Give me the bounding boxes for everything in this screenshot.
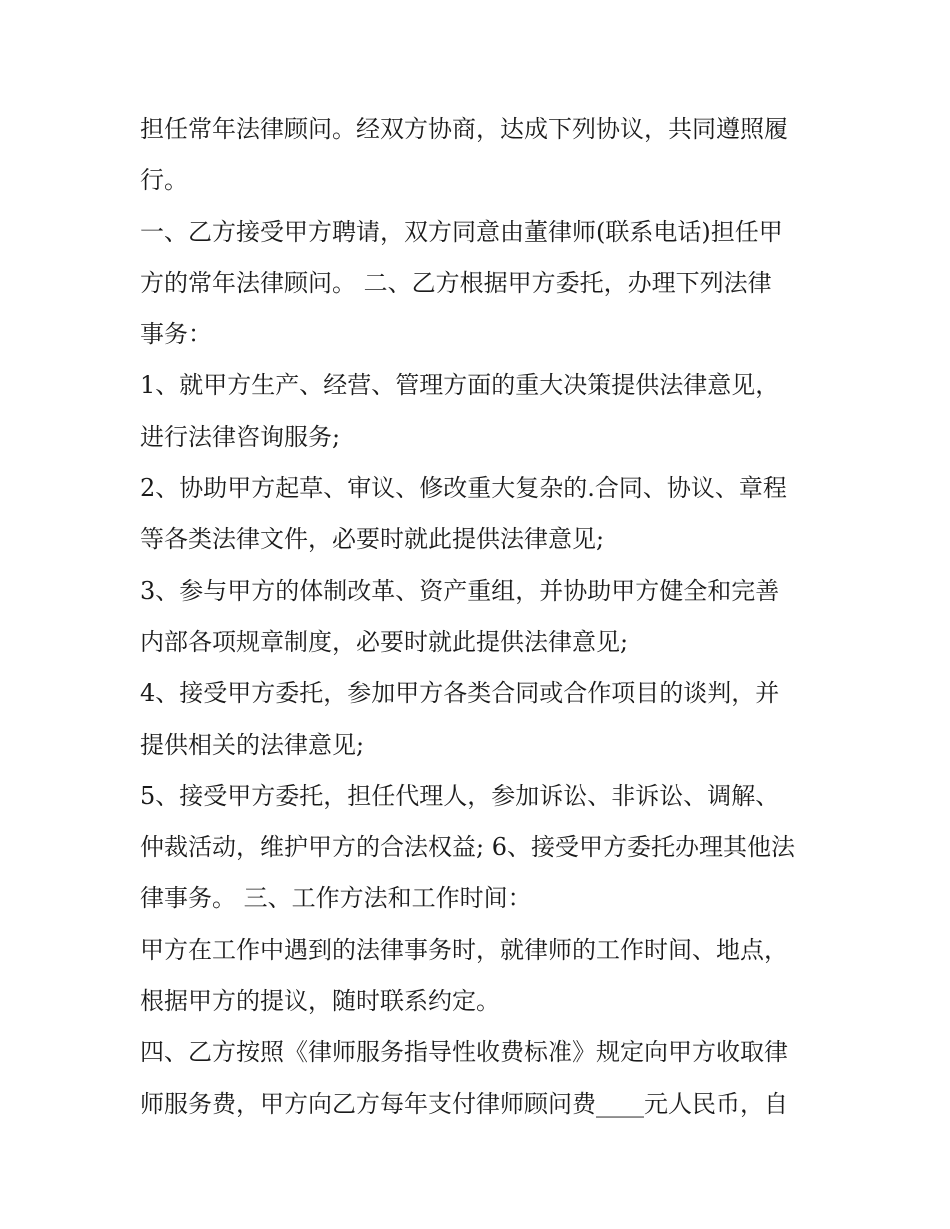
text-line: 4、接受甲方委托，参加甲方各类合同或合作项目的谈判，并 [140, 679, 780, 708]
text-line: 根据甲方的提议，随时联系约定。 [140, 987, 500, 1016]
text-line: 5、接受甲方委托，担任代理人，参加诉讼、非诉讼、调解、 [140, 781, 780, 810]
text-line: 方的常年法律顾问。 二、乙方根据甲方委托，办理下列法律 [140, 268, 772, 297]
text-line: 1、就甲方生产、经营、管理方面的重大决策提供法律意见， [140, 371, 780, 400]
text-line: 担任常年法律顾问。经双方协商，达成下列协议，共同遵照履 [140, 115, 788, 143]
text-line: 仲裁活动，维护甲方的合法权益; 6、接受甲方委托办理其他法 [140, 833, 795, 862]
text-line: 3、参与甲方的体制改革、资产重组，并协助甲方健全和完善 [140, 576, 780, 605]
text-line: 一、乙方接受甲方聘请，双方同意由董律师(联系电话)担任甲 [140, 217, 783, 246]
text-line: 甲方在工作中遇到的法律事务时，就律师的工作时间、地点， [140, 935, 788, 964]
text-line: 事务： [140, 320, 212, 349]
text-line: 师服务费，甲方向乙方每年支付律师顾问费____元人民币，自 [140, 1089, 788, 1118]
text-line: 四、乙方按照《律师服务指导性收费标准》规定向甲方收取律 [140, 1038, 788, 1067]
text-line: 进行法律咨询服务; [140, 422, 341, 451]
text-line: 等各类法律文件，必要时就此提供法律意见; [140, 525, 605, 554]
text-line: 2、协助甲方起草、审议、修改重大复杂的.合同、协议、章程 [140, 474, 787, 503]
contract-body-text [140, 104, 820, 1130]
text-line: 律事务。 三、工作方法和工作时间： [140, 884, 532, 913]
text-line: 内部各项规章制度，必要时就此提供法律意见; [140, 627, 629, 656]
text-line: 提供相关的法律意见; [140, 730, 365, 759]
text-line: 行。 [140, 166, 188, 195]
